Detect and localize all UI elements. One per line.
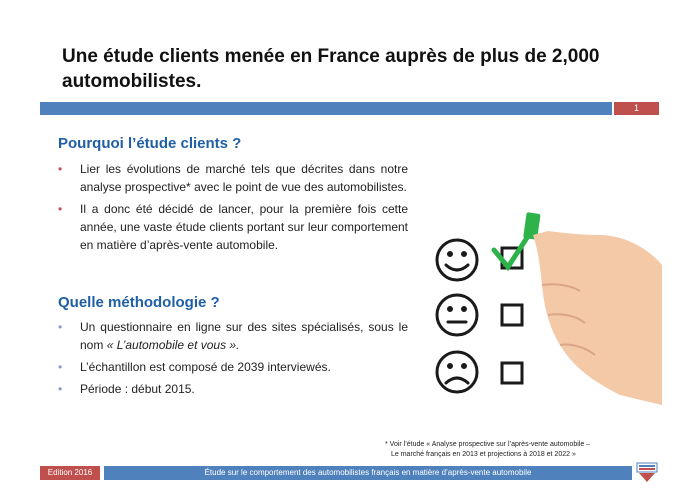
slide-title — [62, 44, 622, 94]
header-bar — [40, 102, 612, 115]
edition-label: Edition 2016 — [40, 466, 100, 480]
title-line-2: automobilistes. — [62, 71, 202, 92]
bullet-icon: • — [58, 360, 63, 374]
list-item: • Il a donc été décidé de lancer, pour la première fois cette année, une vaste étude clients portant sur leur comportement en matière d’après-vente automobile. — [58, 202, 408, 252]
neutral-face-icon — [437, 295, 477, 335]
page-number: 1 — [614, 102, 659, 115]
list-item: • Un questionnaire en ligne sur des sites spécialisés, sous le nom « L’automobile et vous ». — [58, 320, 408, 352]
hand-icon — [523, 212, 662, 405]
bullet-icon: • — [58, 382, 63, 396]
survey-name: « L’automobile et vous ». — [106, 338, 240, 352]
section-heading-why: Pourquoi l’étude clients ? — [58, 135, 242, 152]
bullet-icon: • — [58, 202, 63, 216]
bullet-icon: • — [58, 162, 63, 176]
list-item: • Lier les évolutions de marché tels que décrites dans notre analyse prospective* avec le point de vue des automobilistes. — [58, 162, 408, 194]
bullet-icon: • — [58, 320, 63, 334]
footnote: * Voir l’étude « Analyse prospective sur l’après-vente automobile – Le marché français en 2013 et projections à 2018 et 2022 » — [385, 441, 591, 458]
list-item: • L’échantillon est composé de 2039 interviewés. — [58, 360, 331, 374]
methodology-bullet-list — [58, 318, 408, 402]
logo-icon — [636, 461, 658, 483]
survey-illustration — [430, 205, 662, 405]
list-item: • Période : début 2015. — [58, 382, 195, 396]
sad-face-icon — [437, 352, 477, 392]
section-heading-methodology: Quelle méthodologie ? — [58, 294, 220, 311]
why-bullet-list — [58, 160, 408, 258]
happy-face-icon — [437, 240, 477, 280]
footer-study-title: Étude sur le comportement des automobilistes français en matière d’après-vente automobile — [104, 466, 632, 480]
checkbox-icon — [502, 363, 522, 383]
checkbox-icon — [502, 305, 522, 325]
title-line-1: Une étude clients menée en France auprès de plus de 2,000 — [62, 46, 600, 67]
